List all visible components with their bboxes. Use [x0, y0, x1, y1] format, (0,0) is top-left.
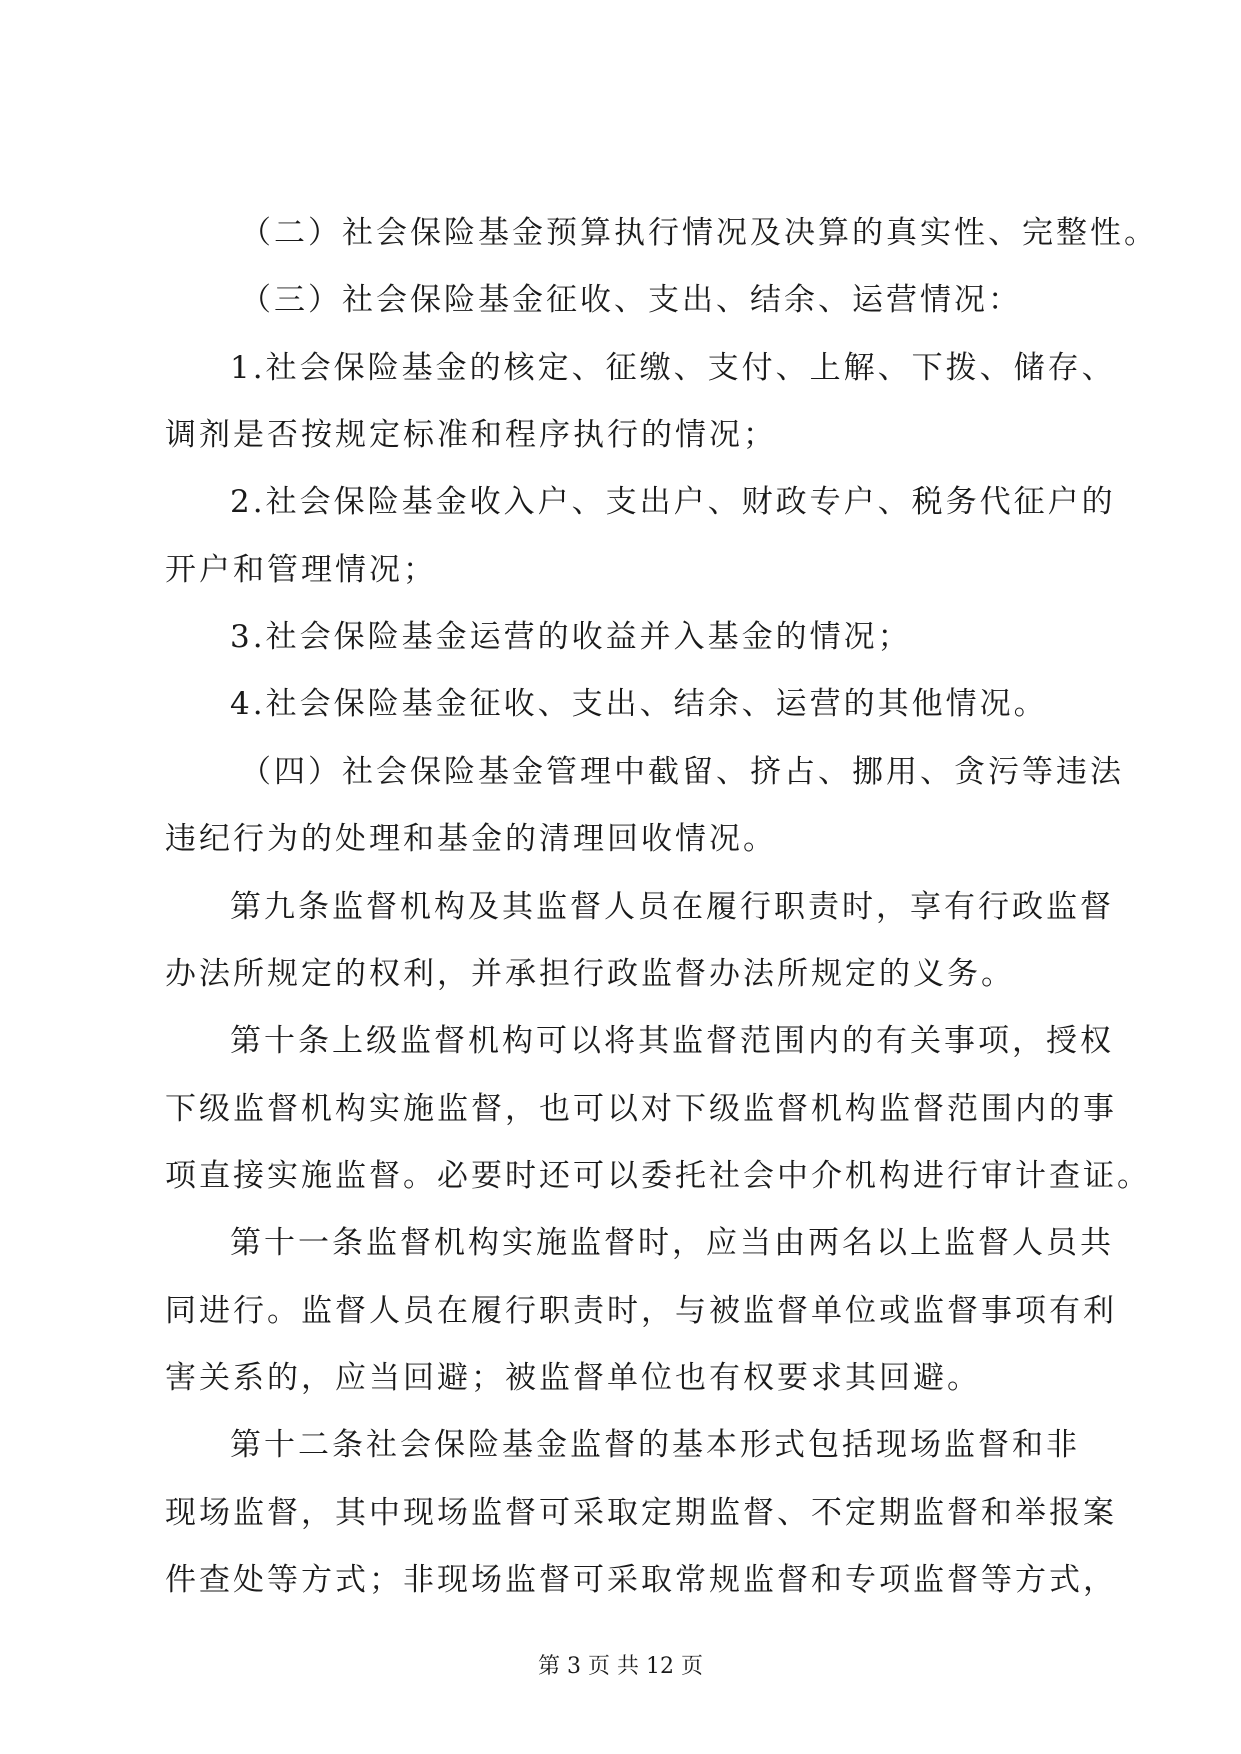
paragraph-line: 下级监督机构实施监督，也可以对下级监督机构监督范围内的事 [165, 1091, 1117, 1127]
paragraph-line: 件查处等方式；非现场监督可采取常规监督和专项监督等方式， [165, 1562, 1117, 1598]
paragraph-line: 办法所规定的权利，并承担行政监督办法所规定的义务。 [165, 956, 1015, 992]
paragraph-line: 第十一条监督机构实施监督时，应当由两名以上监督人员共 [230, 1225, 1114, 1261]
paragraph-line: 第九条监督机构及其监督人员在履行职责时，享有行政监督 [230, 889, 1114, 925]
paragraph-line: 1.社会保险基金的核定、征缴、支付、上解、下拨、储存、 [230, 350, 1116, 386]
paragraph-line: 违纪行为的处理和基金的清理回收情况。 [165, 821, 777, 857]
paragraph-line: 项直接实施监督。必要时还可以委托社会中介机构进行审计查证。 [165, 1158, 1151, 1194]
paragraph-line: 同进行。监督人员在履行职责时，与被监督单位或监督事项有利 [165, 1293, 1117, 1329]
paragraph-line: （二）社会保险基金预算执行情况及决算的真实性、完整性。 [240, 215, 1158, 251]
paragraph-line: 开户和管理情况； [165, 552, 437, 588]
paragraph-line: 第十二条社会保险基金监督的基本形式包括现场监督和非 [230, 1427, 1080, 1463]
paragraph-line: 第十条上级监督机构可以将其监督范围内的有关事项，授权 [230, 1023, 1114, 1059]
page-number-footer: 第 3 页 共 12 页 [538, 1654, 703, 1679]
paragraph-line: 2.社会保险基金收入户、支出户、财政专户、税务代征户的 [230, 484, 1116, 520]
paragraph-line: （四）社会保险基金管理中截留、挤占、挪用、贪污等违法 [240, 754, 1124, 790]
paragraph-line: 调剂是否按规定标准和程序执行的情况； [165, 417, 777, 453]
paragraph-line: 害关系的，应当回避；被监督单位也有权要求其回避。 [165, 1360, 981, 1396]
paragraph-line: （三）社会保险基金征收、支出、结余、运营情况： [240, 282, 1022, 318]
paragraph-line: 3.社会保险基金运营的收益并入基金的情况； [230, 619, 912, 655]
paragraph-line: 现场监督，其中现场监督可采取定期监督、不定期监督和举报案 [165, 1495, 1117, 1531]
paragraph-line: 4.社会保险基金征收、支出、结余、运营的其他情况。 [230, 686, 1048, 722]
